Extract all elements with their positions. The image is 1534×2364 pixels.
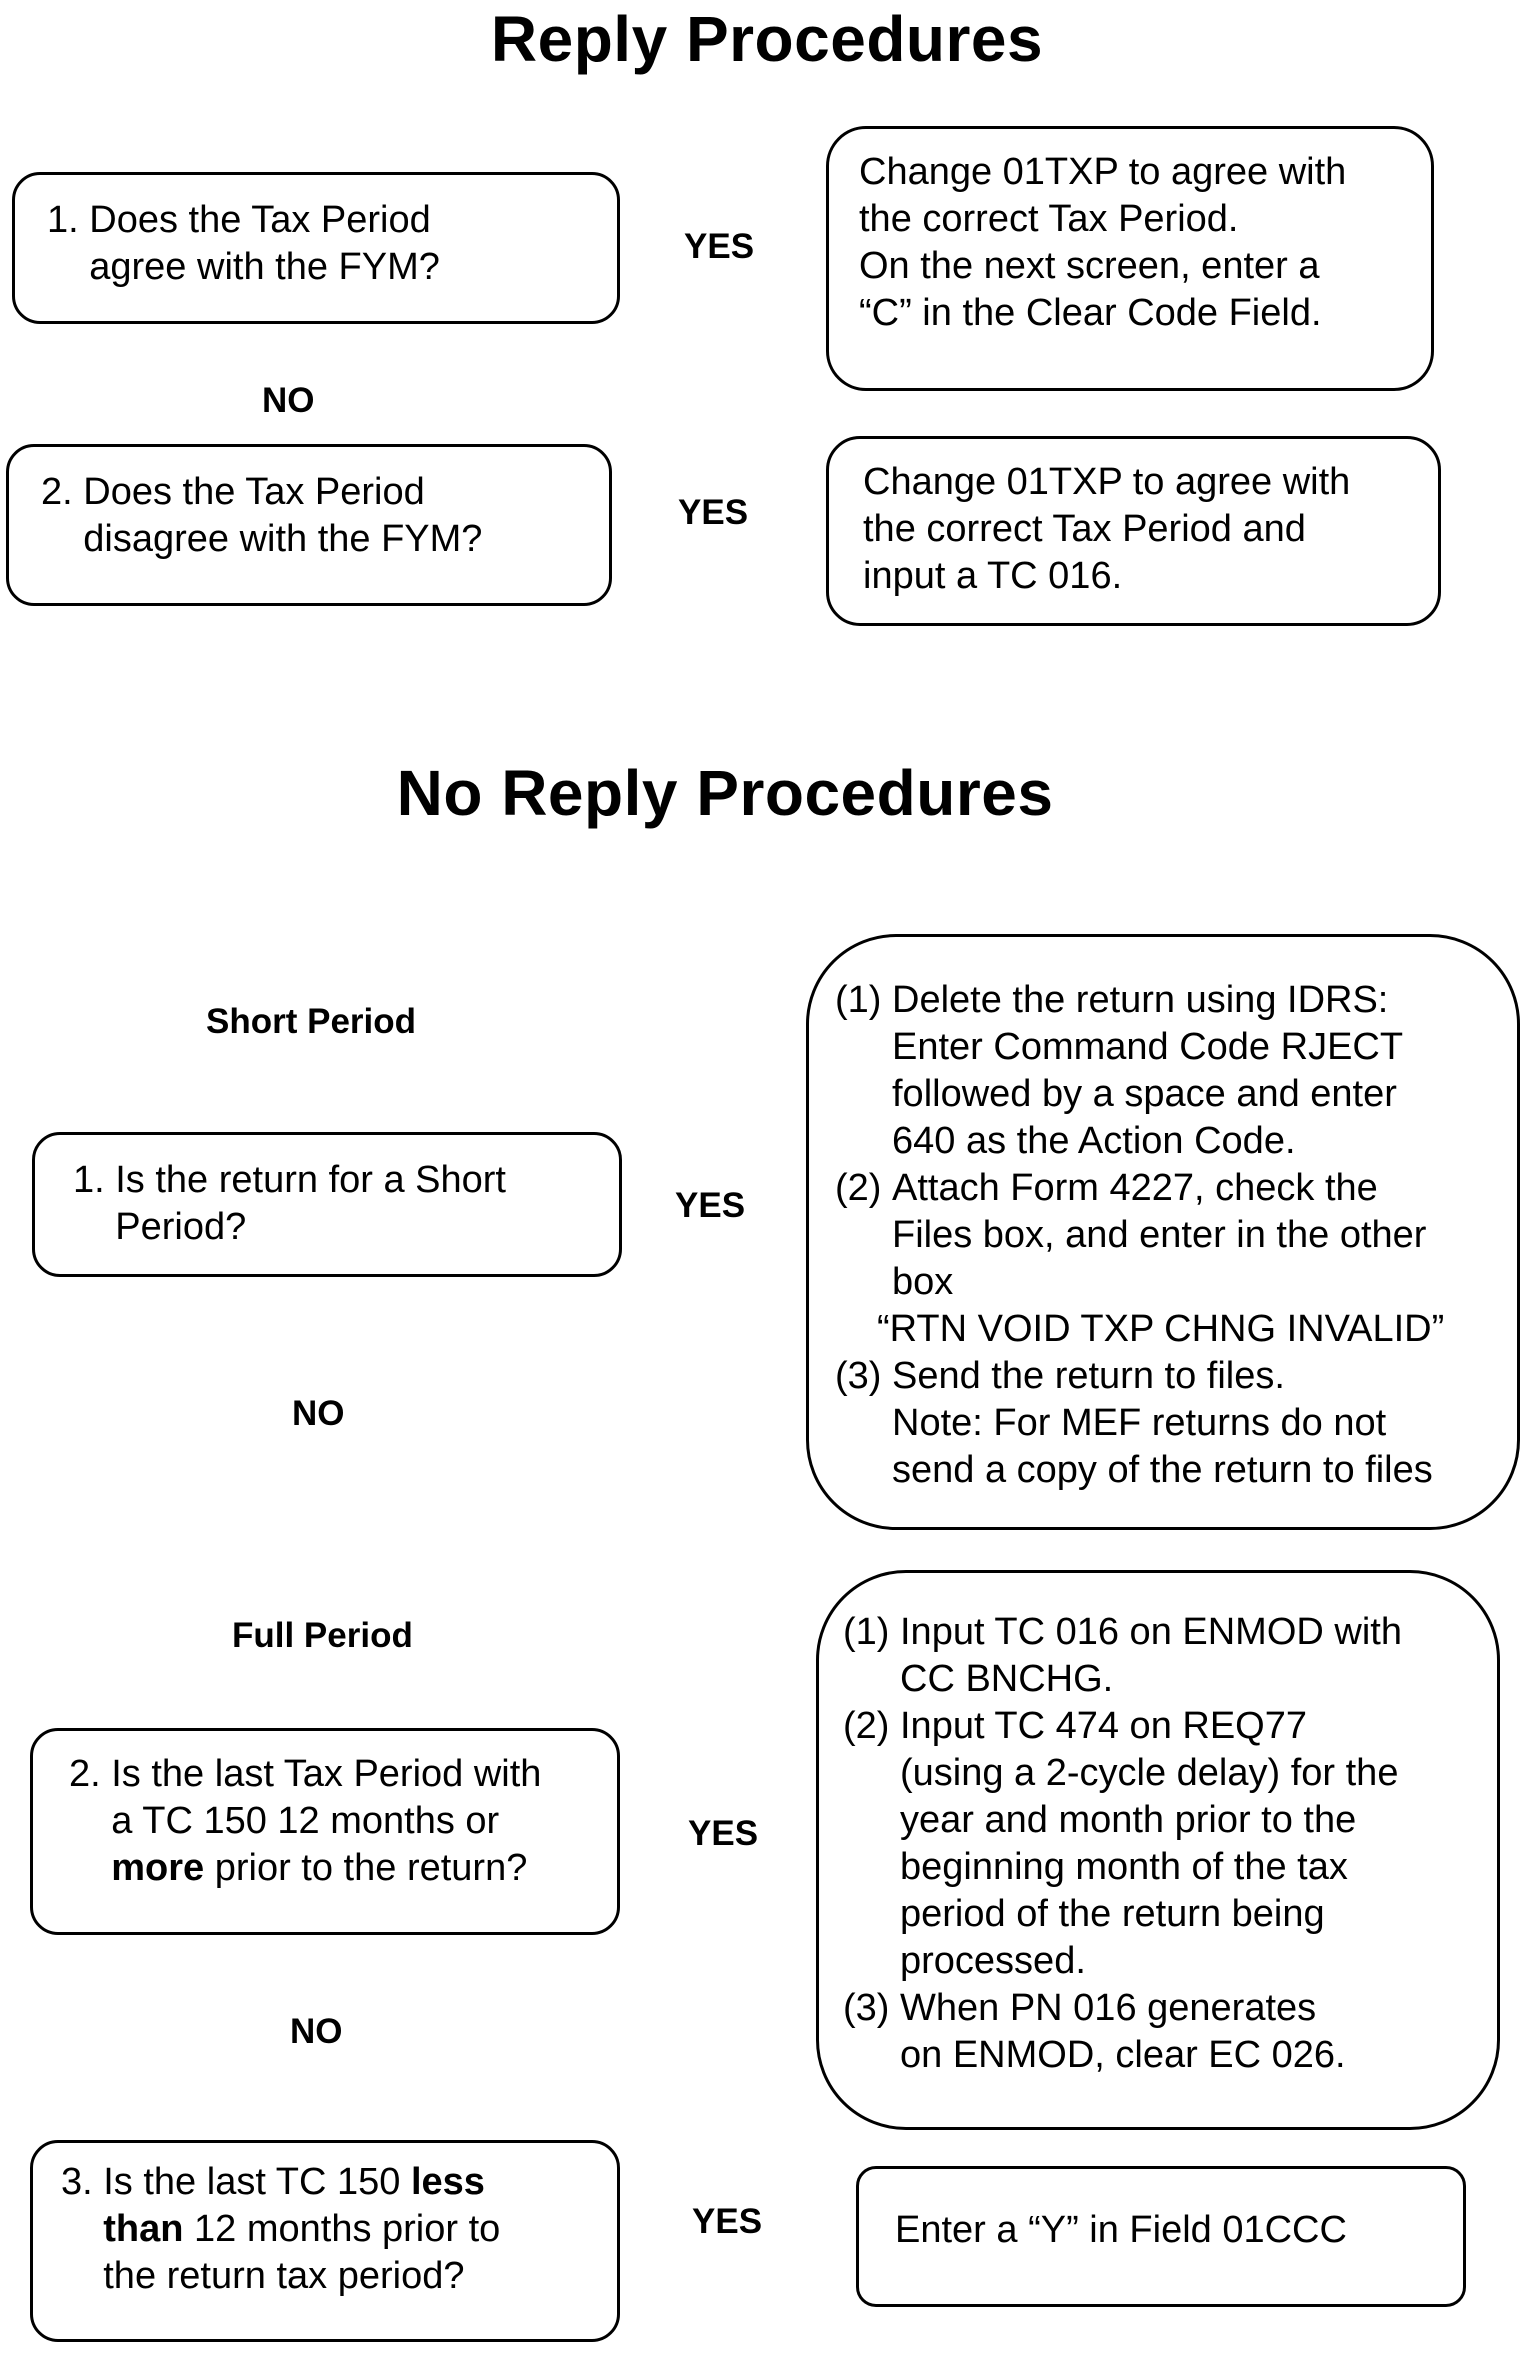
- reply-answer-2-box: [826, 436, 1441, 626]
- reply-answer-1-text: Change 01TXP to agree with the correct Tax Period. On the next screen, enter a “C” in the Clear Code Field.: [859, 151, 1347, 334]
- no-reply-answer-1-box: [806, 934, 1520, 1530]
- no-reply-question-2-bold: more: [111, 1847, 205, 1889]
- full-step-1-text: Input TC 016 on ENMOD with CC BNCHG.: [900, 1611, 1402, 1700]
- short-step-1-number: (1): [835, 979, 892, 1021]
- no-reply-no-1-label: NO: [292, 1394, 345, 1433]
- no-reply-question-1-number: 1.: [73, 1159, 116, 1201]
- short-step-1-text: Delete the return using IDRS: Enter Command Code RJECT followed by a space and enter 640 as the Action Code.: [892, 979, 1404, 1162]
- reply-answer-1-box: [826, 126, 1434, 391]
- reply-question-2-number: 2.: [41, 471, 84, 513]
- reply-question-1-box: [12, 172, 620, 324]
- full-period-label: Full Period: [232, 1616, 413, 1655]
- no-reply-question-3-bold-2: than: [103, 2208, 184, 2250]
- no-reply-question-2-box: [30, 1728, 620, 1935]
- no-reply-answer-2-box: [816, 1570, 1500, 2130]
- no-reply-procedures-title: No Reply Procedures: [396, 757, 1054, 829]
- no-reply-question-2-text-b: prior to the return?: [204, 1847, 528, 1889]
- short-step-2-box-text: “RTN VOID TXP CHNG INVALID”: [877, 1308, 1445, 1350]
- reply-question-2-text: Does the Tax Period disagree with the FYM?: [83, 471, 483, 560]
- short-step-3-text: Send the return to files. Note: For MEF returns do not send a copy of the return to files: [892, 1355, 1433, 1491]
- no-reply-question-2-text: [111, 1751, 617, 1892]
- no-reply-answer-3-box: [856, 2166, 1466, 2307]
- short-period-label: Short Period: [206, 1002, 417, 1041]
- no-reply-yes-3-label: YES: [692, 2202, 763, 2241]
- no-reply-question-2-number: 2.: [69, 1753, 112, 1795]
- no-reply-question-1-text: Is the return for a Short Period?: [115, 1159, 506, 1248]
- no-reply-question-3-box: [30, 2140, 620, 2342]
- no-reply-question-3-bold-1: less: [410, 2161, 485, 2203]
- short-step-2-text: Attach Form 4227, check the Files box, and enter in the other box: [892, 1167, 1427, 1303]
- full-step-2-text: Input TC 474 on REQ77 (using a 2-cycle delay) for the year and month prior to the beginning month of the tax period of the return being processed.: [900, 1705, 1399, 1982]
- reply-no-1-label: NO: [262, 381, 315, 420]
- no-reply-question-3-text: [103, 2159, 617, 2300]
- no-reply-question-3-text-a: Is the last TC 150: [103, 2161, 411, 2203]
- no-reply-question-2-text-a: Is the last Tax Period with a TC 150 12 months or: [111, 1753, 542, 1842]
- no-reply-question-3-number: 3.: [61, 2161, 104, 2203]
- no-reply-question-3-text-b: 12 months prior to the return tax period?: [103, 2208, 501, 2297]
- full-step-1-number: (1): [843, 1611, 900, 1653]
- reply-question-1-number: 1.: [47, 199, 90, 241]
- full-step-2-number: (2): [843, 1705, 900, 1747]
- full-step-3-number: (3): [843, 1987, 900, 2029]
- reply-question-1-text: Does the Tax Period agree with the FYM?: [89, 199, 440, 288]
- no-reply-answer-3-text: Enter a “Y” in Field 01CCC: [895, 2209, 1347, 2251]
- reply-yes-1-label: YES: [684, 227, 755, 266]
- reply-procedures-title: Reply Procedures: [490, 3, 1044, 75]
- short-step-3-number: (3): [835, 1355, 892, 1397]
- reply-question-2-box: [6, 444, 612, 606]
- no-reply-question-1-box: [32, 1132, 622, 1277]
- no-reply-no-2-label: NO: [290, 2012, 343, 2051]
- short-step-2-number: (2): [835, 1167, 892, 1209]
- reply-answer-2-text: Change 01TXP to agree with the correct Tax Period and input a TC 016.: [863, 461, 1351, 597]
- no-reply-yes-1-label: YES: [675, 1186, 746, 1225]
- full-step-3-text: When PN 016 generates on ENMOD, clear EC 026.: [900, 1987, 1346, 2076]
- reply-yes-2-label: YES: [678, 493, 749, 532]
- no-reply-yes-2-label: YES: [688, 1814, 759, 1853]
